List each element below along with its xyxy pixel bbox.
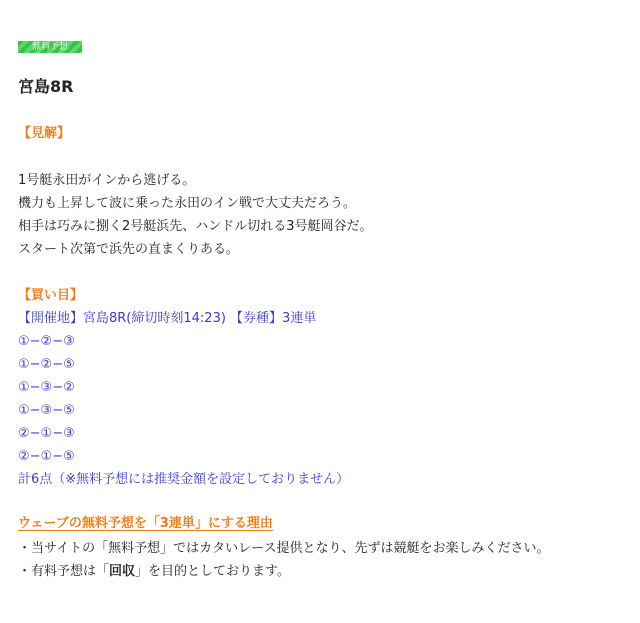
reason-line-2-bold: 回収: [109, 564, 136, 579]
reason-line-2: [18, 563, 290, 581]
bet-combo: ①−③−②: [18, 380, 75, 395]
reason-heading: ウェーブの無料予想を「3連単」にする理由: [18, 516, 273, 531]
view-line: スタート次第で浜先の直まくりある。: [18, 242, 240, 257]
view-line: 機力も上昇して波に乗った永田のイン戦で大丈夫だろう。: [18, 196, 357, 211]
bets-info: 【開催地】宮島8R(締切時刻14:23) 【券種】3連単: [18, 311, 317, 326]
view-line: 1号艇永田がインから逃げる。: [18, 173, 196, 188]
reason-line-1: ・当サイトの「無料予想」ではカタいレース提供となり、先ずは競艇をお楽しみください。: [18, 541, 550, 556]
bets-heading: 【買い目】: [18, 288, 84, 303]
view-heading: 【見解】: [18, 126, 71, 141]
bet-combo: ②−①−⑤: [18, 449, 75, 464]
bet-combo: ①−③−⑤: [18, 403, 75, 418]
bet-combo: ①−②−⑤: [18, 357, 75, 372]
free-prediction-badge: 無料予想: [18, 41, 82, 53]
view-line: 相手は巧みに捌く2号艇浜先、ハンドル切れる3号艇岡谷だ。: [18, 219, 373, 234]
reason-line-2-pre: ・有料予想は「: [18, 564, 110, 579]
bet-combo: ①−②−③: [18, 334, 75, 349]
race-title: 宮島8R: [18, 77, 74, 96]
bet-combo: ②−①−③: [18, 426, 75, 441]
reason-line-2-post: 」を目的としております。: [135, 564, 290, 579]
bets-total: 計6点（※無料予想には推奨金額を設定しておりません）: [18, 472, 350, 487]
